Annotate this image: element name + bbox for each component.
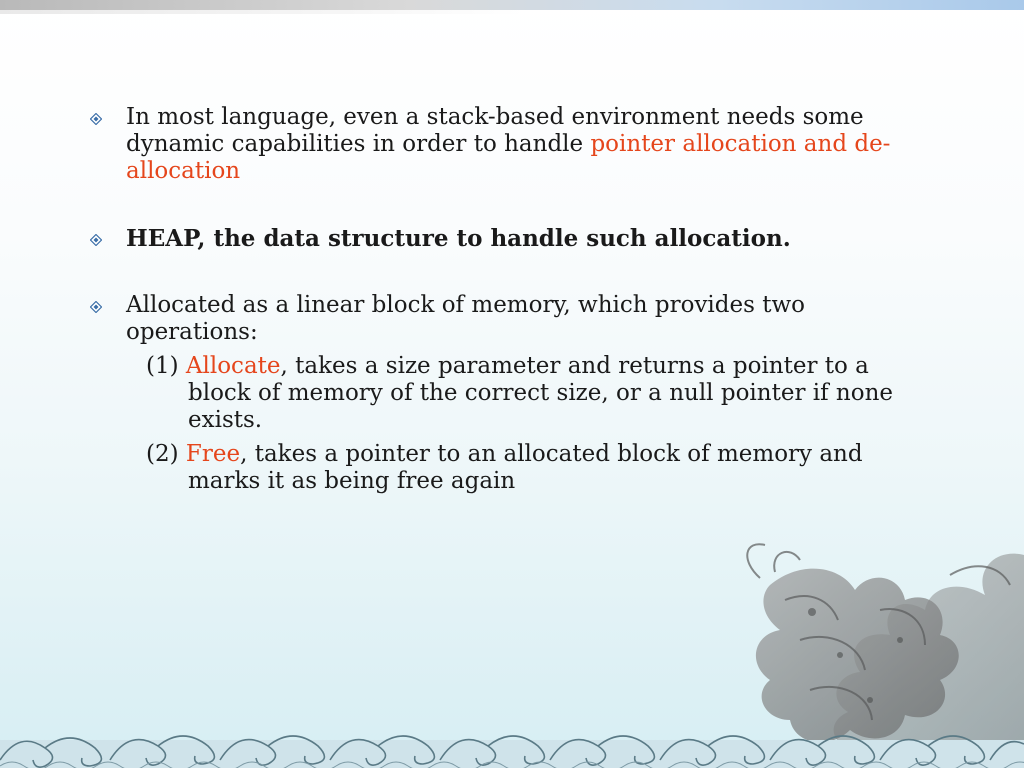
bullet-1-text: In most language, even a stack-based environment needs some dynamic capabilities in order to handle	[126, 104, 864, 157]
bullet-3-text: Allocated as a linear block of memory, which provides two operations:	[126, 292, 806, 345]
diamond-bullet-icon	[90, 301, 102, 313]
bullet-2-text: HEAP, the data structure to handle such allocation.	[126, 225, 791, 252]
bullet-item-1	[90, 104, 930, 185]
sub-item-2-prefix: (2)	[146, 441, 186, 467]
diamond-bullet-icon	[90, 234, 102, 246]
wave-pattern-border	[0, 736, 1024, 768]
sub-item-free	[126, 441, 930, 495]
bullet-1-highlight: pointer allocation and de-allocation	[126, 131, 891, 184]
top-decorative-bar	[0, 0, 1024, 10]
free-keyword: Free	[185, 441, 241, 467]
allocate-keyword: Allocate	[185, 353, 281, 379]
bullet-item-3	[90, 292, 930, 495]
bullet-item-2	[90, 225, 930, 252]
diamond-bullet-icon	[90, 113, 102, 125]
top-bar-shadow	[0, 10, 520, 14]
sub-item-2-text: , takes a pointer to an allocated block of memory and marks it as being free again	[188, 441, 863, 494]
slide-body	[90, 104, 930, 495]
sub-item-1-prefix: (1)	[146, 353, 186, 379]
sub-item-1-text: , takes a size parameter and returns a pointer to a block of memory of the correct size, or a null pointer if none exists.	[188, 353, 894, 433]
sub-item-allocate	[126, 353, 930, 434]
dragon-illustration	[747, 544, 1024, 768]
